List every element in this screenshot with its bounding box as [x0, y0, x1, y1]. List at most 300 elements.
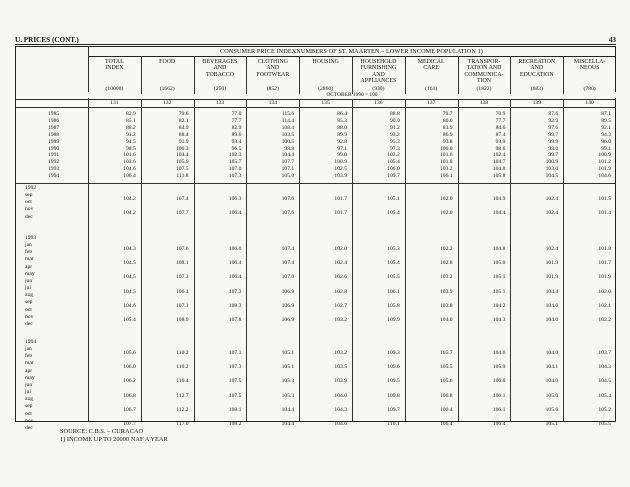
table-cell: 100.5 [281, 138, 295, 145]
table-cell: 107.6 [281, 195, 295, 202]
table-cell: 104.5 [545, 173, 559, 180]
year-label: 1987 [48, 124, 60, 131]
table-cell: 107.5 [228, 378, 242, 385]
table-cell: 106.1 [492, 406, 506, 413]
table-cell: 106.4 [492, 421, 506, 428]
column-header-line: NEOUS [579, 65, 600, 72]
table-cell: 114.4 [281, 117, 295, 124]
column-header-line: RECREATION [518, 59, 556, 65]
table-cell: 89.5 [601, 117, 611, 124]
table-cell: 100.9 [545, 159, 559, 166]
table-cell: 106.4 [228, 260, 242, 267]
table-cell: 83.9 [442, 124, 453, 131]
table-cell: 102.0 [334, 245, 347, 252]
table-cell: 103.8 [440, 302, 453, 309]
section-title: U. PRICES (CONT.) [15, 36, 79, 44]
month-label: oct [25, 306, 32, 313]
year-label: 1988 [48, 131, 60, 138]
table-cell: 104.5 [123, 274, 136, 281]
table-cell: 108.1 [228, 406, 242, 413]
month-label: dec [25, 213, 33, 220]
month-label: jan [25, 242, 32, 249]
table-cell: 104.2 [492, 302, 506, 309]
table-cell: 105.0 [545, 406, 559, 413]
table-cell: 80.0 [442, 117, 453, 124]
table-cell: 89.9 [337, 131, 347, 138]
table-cell: 96.0 [601, 138, 611, 145]
table-cell: 102.0 [440, 210, 453, 217]
table-cell: 107.5 [228, 392, 242, 399]
column-weight: (161) [425, 86, 438, 92]
table-cell: 103.9 [440, 288, 453, 295]
column-header-line: CARE [423, 65, 440, 72]
table-cell: 104.5 [123, 260, 136, 267]
column-weight: (930) [372, 86, 385, 92]
column-header-line: AND [266, 65, 280, 72]
table-cell: 104.4 [492, 210, 506, 217]
table-cell: 105.0 [281, 173, 295, 180]
table-cell: 102.8 [334, 288, 347, 295]
table-cell: 103.2 [334, 317, 347, 324]
column-header-line: AND [213, 65, 227, 72]
table-cell: 105.0 [545, 392, 559, 399]
table-cell: 103.2 [440, 166, 453, 173]
table-cell: 106.9 [281, 288, 295, 295]
year-label: 1993 [48, 166, 60, 173]
table-cell: 105.5 [387, 274, 400, 281]
table-cell: 104.3 [598, 364, 611, 371]
table-cell: 110.2 [176, 349, 189, 356]
colno-rule-bottom [16, 107, 615, 108]
table-cell: 102.4 [545, 245, 559, 252]
table-cell: 109.7 [387, 173, 400, 180]
table-cell: 101.9 [598, 274, 611, 281]
table-cell: 104.3 [492, 317, 506, 324]
table-cell: 104.0 [545, 378, 559, 385]
table-cell: 88.0 [337, 124, 347, 131]
table-cell: 107.4 [176, 195, 189, 202]
column-header-line: APPLIANCES [360, 78, 397, 85]
table-cell: 88.4 [178, 131, 189, 138]
table-cell: 108.4 [281, 124, 295, 131]
column-number: 138 [479, 100, 489, 106]
table-cell: 105.6 [123, 349, 136, 356]
table-cell: 92.9 [548, 117, 559, 124]
table-cell: 104.9 [492, 195, 506, 202]
footnote-source: SOURCE: C.B.S. – CURACAO [60, 428, 144, 435]
month-label: aug [25, 396, 34, 403]
table-cell: 105.1 [492, 288, 506, 295]
table-cell: 107.4 [281, 260, 295, 267]
table-cell: 85.1 [126, 117, 136, 124]
table-cell: 110.2 [176, 364, 189, 371]
table-cell: 104.6 [598, 173, 611, 180]
table-cell: 106.4 [123, 173, 136, 180]
table-cell: 106.1 [387, 288, 400, 295]
column-weight: (1662) [159, 86, 175, 92]
table-cell: 98.5 [126, 145, 136, 152]
column-header [458, 59, 511, 85]
table-cell: 86.9 [442, 131, 453, 138]
table-cell: 102.1 [598, 302, 611, 309]
month-label: may [25, 270, 35, 277]
table-cell: 105.6 [440, 378, 453, 385]
table-cell: 104.1 [545, 364, 559, 371]
table-cell: 106.4 [228, 210, 242, 217]
month-label: jul [25, 389, 31, 396]
column-header-line: MISCELLA- [573, 59, 606, 65]
table-cell: 102.8 [440, 260, 453, 267]
table-cell: 105.1 [492, 274, 506, 281]
table-cell: 107.7 [281, 159, 295, 166]
table-cell: 70.9 [495, 111, 506, 117]
table-cell: 104.8 [492, 166, 506, 173]
table-cell: 106.8 [123, 392, 136, 399]
year-label: 1992 [48, 159, 60, 166]
table-cell: 108.3 [228, 302, 242, 309]
header-rule [15, 44, 616, 45]
table-cell: 93.8 [442, 138, 453, 145]
month-label: mar [25, 360, 34, 367]
table-cell: 107.6 [176, 245, 189, 252]
table-cell: 105.8 [492, 173, 506, 180]
table-cell: 87.6 [548, 111, 559, 117]
table-cell: 101.4 [598, 210, 611, 217]
table-cell: 109.5 [387, 378, 400, 385]
table-cell: 97.1 [337, 145, 347, 152]
table-cell: 106.0 [228, 245, 242, 252]
table-cell: 107.3 [228, 173, 242, 180]
table-cell: 77.7 [495, 117, 506, 124]
column-header-line: HOUSEHOLD [360, 59, 397, 65]
year-label: 1989 [48, 138, 60, 145]
table-cell: 109.3 [387, 349, 400, 356]
table-cell: 79.6 [178, 111, 189, 117]
column-header-line: BEVERAGES [202, 59, 238, 65]
table-cell: 100.3 [176, 145, 189, 152]
column-header-line: FURNISHING [360, 65, 397, 72]
column-number: 140 [585, 100, 594, 106]
table-cell: 105.9 [176, 159, 189, 166]
table-cell: 101.6 [440, 152, 453, 159]
table-cell: 77.0 [231, 111, 242, 117]
column-number: 139 [532, 100, 541, 106]
table-cell: 77.7 [231, 117, 242, 124]
table-cell: 82.9 [231, 124, 242, 131]
table-cell: 104.4 [176, 152, 189, 159]
table-cell: 104.0 [545, 317, 559, 324]
table-cell: 107.3 [228, 364, 242, 371]
table-cell: 106.3 [228, 195, 242, 202]
table-cell: 101.7 [334, 195, 347, 202]
table-cell: 105.1 [387, 195, 400, 202]
table-cell: 104.3 [123, 245, 136, 252]
table-cell: 84.6 [495, 124, 506, 131]
column-number: 133 [215, 100, 225, 106]
month-label: dec [25, 424, 33, 431]
column-divider [458, 99, 459, 421]
column-header [352, 59, 405, 85]
table-cell: 109.9 [387, 317, 400, 324]
table-cell: 87.4 [495, 131, 506, 138]
table-cell: 101.8 [598, 245, 611, 252]
table-cell: 85.3 [337, 117, 347, 124]
table-cell: 106.1 [492, 392, 506, 399]
table-cell: 107.7 [176, 210, 189, 217]
table-cell: 104.4 [281, 406, 295, 413]
table-cell: 106.4 [440, 421, 453, 428]
table-cell: 79.7 [442, 111, 453, 117]
month-label: sep [25, 403, 33, 410]
month-label: jan [25, 346, 32, 353]
table-cell: 110.1 [387, 421, 400, 428]
column-number: 131 [110, 100, 119, 106]
table-cell: 102.4 [545, 210, 559, 217]
column-number: 136 [374, 100, 383, 106]
table-cell: 96.5 [231, 145, 242, 152]
table-cell: 104.2 [123, 210, 136, 217]
column-divider [194, 99, 195, 421]
table-cell: 91.9 [178, 138, 189, 145]
table-cell: 107.3 [176, 274, 189, 281]
table-cell: 104.8 [492, 245, 506, 252]
table-cell: 105.1 [281, 364, 295, 371]
column-number: 135 [321, 100, 330, 106]
table-cell: 97.6 [548, 124, 559, 131]
table-cell: 99.7 [548, 131, 559, 138]
table-cell: 104.3 [334, 406, 347, 413]
table-cell: 106.2 [123, 378, 136, 385]
column-weight: (2860) [318, 86, 334, 92]
table-cell: 106.4 [440, 406, 453, 413]
table-cell: 104.6 [334, 421, 347, 428]
table-cell: 107.7 [123, 421, 136, 428]
table-cell: 108.1 [176, 260, 189, 267]
table-cell: 109.7 [387, 406, 400, 413]
footnote-income: 1) INCOME UP TO 20000 NAF A YEAR [60, 436, 168, 443]
column-header-line: TOTAL [105, 59, 124, 65]
month-label: jun [25, 381, 33, 388]
table-cell: 102.5 [334, 166, 347, 173]
column-header-line: AND [372, 71, 385, 78]
month-label: dec [25, 320, 33, 327]
table-cell: 103.2 [334, 349, 347, 356]
table-cell: 84.9 [178, 124, 189, 131]
column-weight: (852) [266, 86, 279, 92]
column-divider [563, 99, 564, 421]
table-cell: 104.4 [281, 421, 295, 428]
table-cell: 103.9 [334, 173, 347, 180]
table-cell: 93.9 [495, 138, 506, 145]
table-cell: 107.4 [281, 245, 295, 252]
column-header-line: HOUSING [312, 59, 339, 65]
table-cell: 87.1 [601, 111, 611, 117]
table-cell: 102.3 [228, 152, 242, 159]
month-label: feb [25, 353, 33, 360]
table-cell: 106.9 [281, 302, 295, 309]
table-cell: 103.5 [334, 364, 347, 371]
table-cell: 91.2 [126, 131, 136, 138]
table-cell: 105.7 [440, 349, 453, 356]
table-cell: 110.4 [176, 378, 189, 385]
table-cell: 107.5 [176, 166, 189, 173]
column-divider [246, 99, 247, 421]
table-cell: 104.0 [545, 349, 559, 356]
column-header-line: EDUCATION [519, 71, 554, 78]
column-divider [352, 99, 353, 421]
table-cell: 106.4 [228, 274, 242, 281]
table-cell: 102.6 [334, 274, 347, 281]
table-cell: 102.4 [334, 260, 347, 267]
table-cell: 105.7 [228, 159, 242, 166]
table-cell: 105.1 [545, 421, 559, 428]
table-cell: 88.8 [390, 111, 400, 117]
table-cell: 98.0 [548, 145, 559, 152]
table-cell: 107.0 [228, 166, 242, 173]
table-cell: 82.1 [178, 117, 189, 124]
column-weight: (683) [530, 86, 543, 92]
column-header-line: FOOD [159, 59, 176, 65]
table-cell: 99.7 [548, 152, 559, 159]
table-cell: 101.2 [598, 159, 611, 166]
table-cell: 89.6 [231, 131, 242, 138]
year-label: 1990 [48, 145, 60, 152]
table-cell: 105.1 [281, 349, 295, 356]
table-cell: 101.7 [334, 210, 347, 217]
base-period-label: OCTOBER 1990 = 100 [88, 92, 616, 98]
table-cell: 102.4 [545, 195, 559, 202]
page-number: 43 [608, 36, 616, 44]
table-cell: 99.9 [548, 138, 559, 145]
month-label: apr [25, 263, 33, 270]
table-cell: 104.0 [545, 302, 559, 309]
table-cell: 105.8 [387, 302, 400, 309]
column-header [405, 59, 458, 72]
table-cell: 88.2 [126, 124, 136, 131]
table-cell: 109.6 [387, 364, 400, 371]
table-cell: 105.4 [387, 260, 400, 267]
month-label: nov [25, 313, 34, 320]
column-divider [510, 99, 511, 421]
month-label: jun [25, 277, 33, 284]
month-label: jul [25, 285, 31, 292]
table-cell: 104.5 [123, 288, 136, 295]
table-cell: 104.0 [334, 392, 347, 399]
table-cell: 107.8 [228, 317, 242, 324]
column-weight: (250) [213, 86, 227, 92]
table-cell: 93.4 [231, 138, 242, 145]
column-header-line: COMMUNICA- [464, 71, 504, 78]
table-cell: 106.7 [123, 406, 136, 413]
column-weight: (10000) [105, 86, 124, 92]
column-header-line: TION [476, 78, 492, 85]
block-year-label: 1994 [25, 339, 37, 345]
month-label: feb [25, 249, 33, 256]
table-cell: 107.1 [228, 349, 242, 356]
table-cell: 107.6 [281, 210, 295, 217]
table-cell: 101.7 [598, 260, 611, 267]
table-cell: 104.6 [123, 166, 136, 173]
table-cell: 115.6 [281, 111, 295, 117]
table-cell: 105.4 [123, 317, 136, 324]
table-cell: 104.2 [123, 195, 136, 202]
column-header-line: INDEX [105, 65, 124, 72]
month-label: nov [25, 417, 34, 424]
table-cell: 97.3 [390, 145, 400, 152]
annual-rule [16, 183, 615, 184]
table-cell: 112.7 [176, 392, 189, 399]
month-label: mar [25, 256, 34, 263]
table-cell: 105.4 [387, 210, 400, 217]
block-year-label: 1993 [25, 235, 37, 241]
column-header-line: FOOTWEAR [256, 71, 290, 78]
price-index-table [15, 46, 616, 431]
month-label: aug [25, 292, 34, 299]
table-cell: 94.5 [126, 138, 136, 145]
table-cell: 103.9 [334, 378, 347, 385]
table-cell: 102.2 [387, 152, 400, 159]
table-cell: 100.9 [598, 152, 611, 159]
table-cell: 101.5 [598, 195, 611, 202]
table-cell: 105.5 [598, 421, 611, 428]
column-header-line: TOBACCO [205, 71, 235, 78]
table-cell: 100.9 [334, 159, 347, 166]
table-cell: 102.4 [492, 152, 506, 159]
month-label: oct [25, 199, 32, 206]
table-cell: 107.1 [281, 166, 295, 173]
table-cell: 106.8 [440, 392, 453, 399]
table-cell: 103.2 [440, 274, 453, 281]
table-cell: 112.2 [176, 406, 189, 413]
column-header [246, 59, 299, 78]
table-cell: 101.9 [598, 166, 611, 173]
column-header-line: TRANSPOR- [467, 59, 501, 65]
table-cell: 108.9 [176, 317, 189, 324]
table-cell: 105.3 [387, 245, 400, 252]
table-cell: 105.9 [492, 364, 506, 371]
table-cell: 106.1 [440, 173, 453, 180]
column-header [563, 59, 616, 72]
block-year-label: 1992 [25, 185, 37, 191]
table-cell: 105.4 [598, 392, 611, 399]
column-header [88, 59, 141, 72]
table-cell: 105.5 [440, 364, 453, 371]
table-cell: 93.2 [390, 131, 400, 138]
table-cell: 92.8 [337, 138, 347, 145]
table-cell: 99.0 [337, 152, 347, 159]
year-label: 1986 [48, 117, 60, 124]
column-weight: (780) [583, 86, 596, 92]
table-cell: 103.0 [545, 166, 559, 173]
column-divider [88, 99, 89, 421]
table-cell: 111.8 [176, 173, 189, 180]
table-cell: 101.9 [545, 260, 559, 267]
table-cell: 106.0 [492, 378, 506, 385]
column-divider [299, 99, 300, 421]
month-label: sep [25, 192, 33, 199]
column-header [194, 59, 247, 78]
column-header-line: MEDICAL [417, 59, 445, 65]
year-label: 1985 [48, 111, 60, 117]
table-cell: 107.0 [281, 274, 295, 281]
table-cell: 102.0 [440, 195, 453, 202]
month-label: oct [25, 410, 32, 417]
table-cell: 100.0 [440, 145, 453, 152]
year-label: 1994 [48, 173, 60, 180]
month-label: may [25, 374, 35, 381]
column-header-line: AND [530, 65, 544, 72]
column-number: 134 [268, 100, 277, 106]
